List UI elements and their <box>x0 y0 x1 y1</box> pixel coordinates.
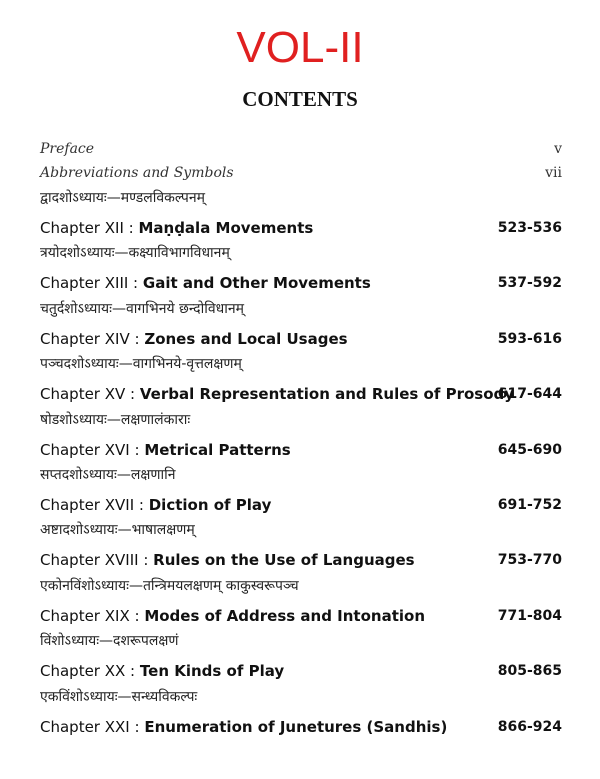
chapter-title: Gait and Other Movements <box>142 274 371 292</box>
chapter-label <box>40 271 371 295</box>
chapter-title: Rules on the Use of Languages <box>153 551 415 569</box>
chapter-title: Enumeration of Junetures (Sandhis) <box>144 718 448 736</box>
entry-page: vii <box>545 165 562 181</box>
sanskrit-title: द्वादशोऽध्यायः—मण्डलविकल्पनम् <box>40 190 206 206</box>
toc-entry-chapter[interactable] <box>40 327 562 351</box>
sanskrit-title: एकोनविंशोऽध्यायः—तन्त्रिमयलक्षणम् काकुस्वरूपञ्च <box>40 578 299 594</box>
chapter-sanskrit-heading <box>40 186 562 210</box>
toc-entry-chapter[interactable] <box>40 604 562 628</box>
entry-label: Abbreviations and Symbols <box>40 165 234 181</box>
chapter-pages: 753-770 <box>497 552 562 568</box>
sanskrit-title: विंशोऽध्यायः—दशरूपलक्षणं <box>40 633 179 649</box>
chapter-number: Chapter XIII : <box>40 274 139 292</box>
toc-entry-chapter[interactable] <box>40 659 562 683</box>
chapter-number: Chapter XII : <box>40 219 134 237</box>
chapter-sanskrit-heading <box>40 241 562 265</box>
chapter-number: Chapter XVI : <box>40 441 140 459</box>
toc-entry-chapter[interactable] <box>40 438 562 462</box>
chapter-label <box>40 659 284 683</box>
chapter-sanskrit-heading <box>40 297 562 321</box>
chapter-title: Maṇḍala Movements <box>138 219 314 237</box>
chapter-number: Chapter XXI : <box>40 718 140 736</box>
toc-entry-chapter[interactable] <box>40 493 562 517</box>
chapter-pages: 805-865 <box>497 663 562 679</box>
chapter-title: Zones and Local Usages <box>144 330 348 348</box>
chapter-label <box>40 216 313 240</box>
toc-entry-chapter[interactable] <box>40 216 562 240</box>
chapter-title: Verbal Representation and Rules of Prosody <box>139 385 515 403</box>
toc-entry-chapter[interactable] <box>40 271 562 295</box>
chapter-sanskrit-heading <box>40 518 562 542</box>
sanskrit-title: चतुर्दशोऽध्यायः—वागभिनये छन्दोविधानम् <box>40 301 245 317</box>
chapter-sanskrit-heading <box>40 352 562 376</box>
chapter-number: Chapter XVII : <box>40 496 144 514</box>
chapter-title: Metrical Patterns <box>144 441 291 459</box>
chapter-number: Chapter XX : <box>40 662 136 680</box>
chapter-label <box>40 327 348 351</box>
chapter-label <box>40 493 271 517</box>
chapter-number: Chapter XV : <box>40 385 136 403</box>
chapter-title: Modes of Address and Intonation <box>144 607 425 625</box>
chapter-sanskrit-heading <box>40 629 562 653</box>
chapter-label <box>40 715 447 739</box>
chapter-sanskrit-heading <box>40 408 562 432</box>
chapter-number: Chapter XIX : <box>40 607 140 625</box>
toc-entry-chapter[interactable] <box>40 548 562 572</box>
entry-label: Preface <box>40 141 95 157</box>
chapter-label <box>40 438 291 462</box>
chapter-pages: 866-924 <box>497 719 562 735</box>
sanskrit-title: पञ्चदशोऽध्यायः—वागभिनये-वृत्तलक्षणम् <box>40 356 242 372</box>
contents-heading: CONTENTS <box>242 87 358 111</box>
chapter-sanskrit-heading <box>40 574 562 598</box>
chapter-label <box>40 382 514 406</box>
toc-entry-chapter[interactable] <box>40 715 562 739</box>
chapter-title: Ten Kinds of Play <box>139 662 285 680</box>
volume-title: VOL-II <box>236 23 364 72</box>
chapter-pages: 645-690 <box>497 442 562 458</box>
sanskrit-title: अष्टादशोऽध्यायः—भाषालक्षणम् <box>40 522 195 538</box>
chapter-number: Chapter XVIII : <box>40 551 149 569</box>
toc-entry-chapter[interactable] <box>40 382 562 406</box>
toc-entry-abbreviations[interactable] <box>40 161 562 185</box>
chapter-pages: 617-644 <box>497 386 562 402</box>
sanskrit-title: षोडशोऽध्यायः—लक्षणालंकाराः <box>40 412 191 428</box>
sanskrit-title: एकविंशोऽध्यायः—सन्ध्यविकल्पः <box>40 689 198 705</box>
chapter-pages: 523-536 <box>497 220 562 236</box>
chapter-pages: 691-752 <box>497 497 562 513</box>
chapter-title: Diction of Play <box>148 496 272 514</box>
chapter-pages: 537-592 <box>497 275 562 291</box>
chapter-pages: 771-804 <box>497 608 562 624</box>
entry-page: v <box>554 141 562 157</box>
toc-entry-preface[interactable] <box>40 137 562 161</box>
chapter-sanskrit-heading <box>40 463 562 487</box>
chapter-label <box>40 548 415 572</box>
chapter-sanskrit-heading <box>40 685 562 709</box>
chapter-label <box>40 604 425 628</box>
chapter-number: Chapter XIV : <box>40 330 140 348</box>
chapter-pages: 593-616 <box>497 331 562 347</box>
sanskrit-title: त्रयोदशोऽध्यायः—कक्ष्याविभागविधानम् <box>40 245 230 261</box>
sanskrit-title: सप्तदशोऽध्यायः—लक्षणानि <box>40 467 176 483</box>
